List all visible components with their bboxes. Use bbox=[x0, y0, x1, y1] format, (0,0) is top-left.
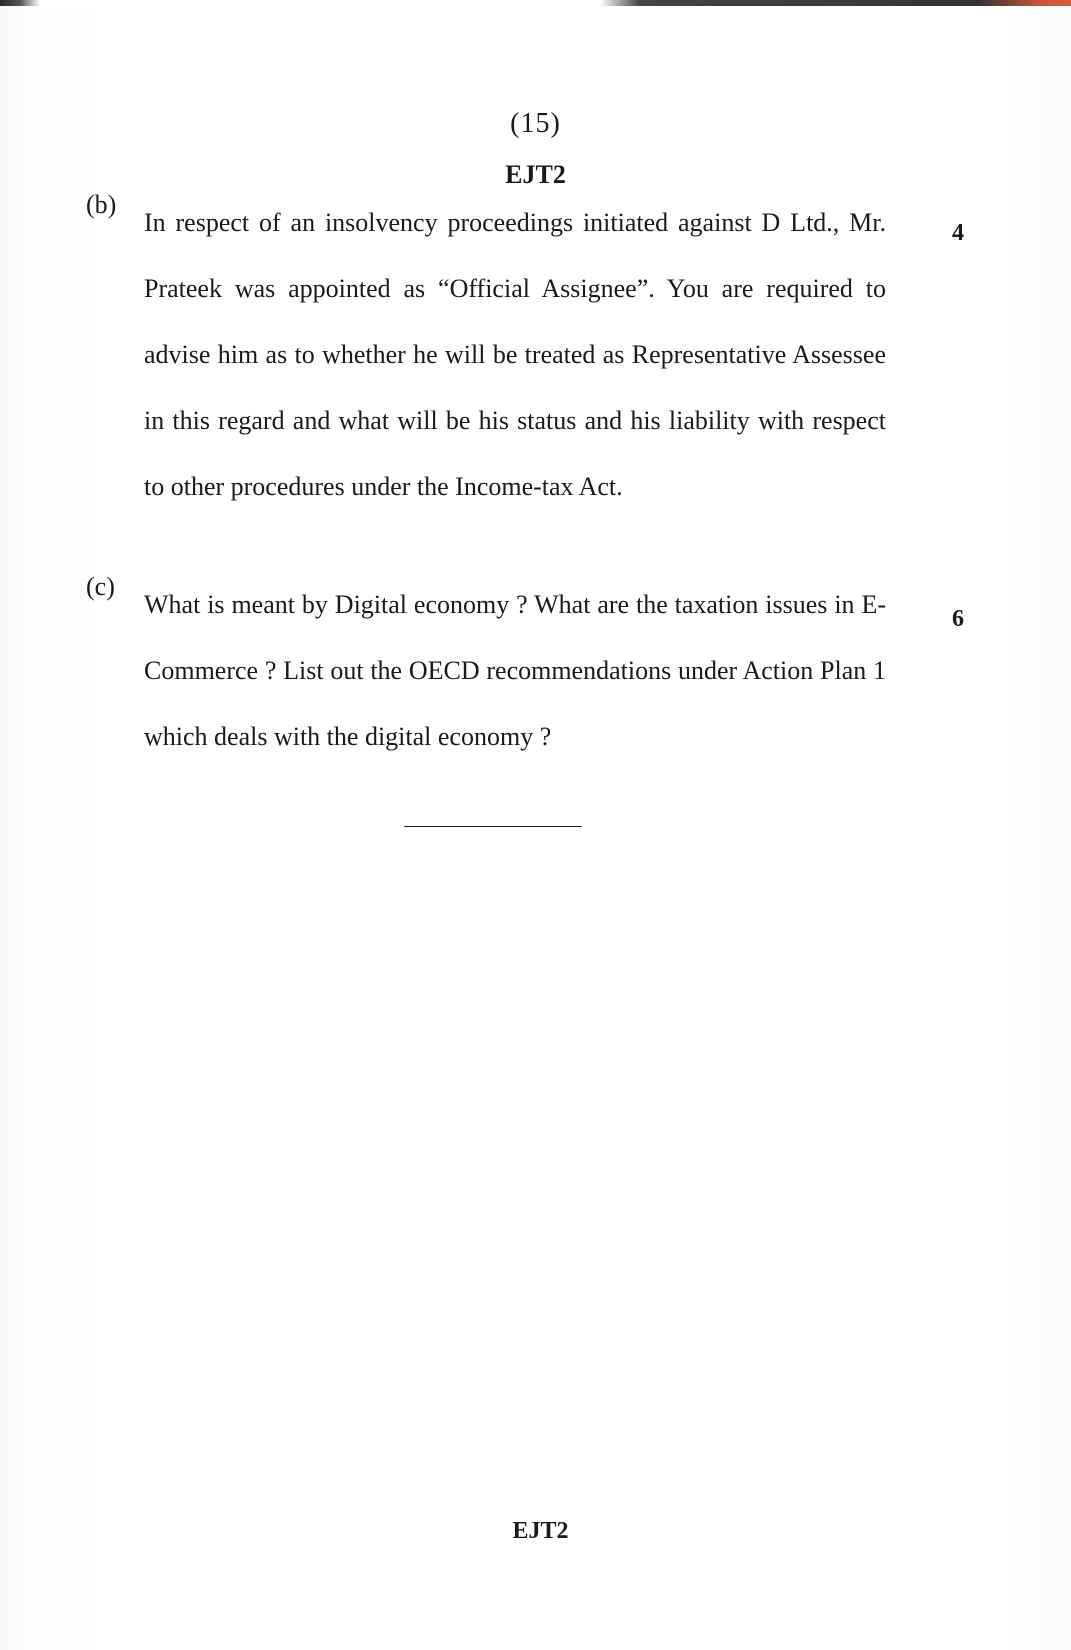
page-top-edge bbox=[0, 0, 1071, 6]
end-of-paper-rule bbox=[404, 826, 582, 827]
paper-code-footer: EJT2 bbox=[512, 1518, 569, 1544]
question-marks: 6 bbox=[952, 606, 964, 632]
question-marks: 4 bbox=[952, 220, 964, 246]
question-label: (b) bbox=[86, 190, 117, 219]
page-number: (15) bbox=[510, 108, 561, 139]
paper-code-header: EJT2 bbox=[505, 160, 566, 189]
question-label: (c) bbox=[86, 572, 115, 601]
question-text: What is meant by Digital economy ? What are the taxation issues in E-Commerce ? List out the OECD recommendations under Action Plan 1 which deals with the digital economy ? bbox=[144, 590, 886, 751]
question-text: In respect of an insolvency proceedings initiated against D Ltd., Mr. Prateek was appointed as “Official Assignee”. You are required to advise him as to whether he will be treated as Representative Assessee in this regard and what will be his status and his liability with respect to other procedures under the Income-tax Act. bbox=[144, 208, 886, 501]
